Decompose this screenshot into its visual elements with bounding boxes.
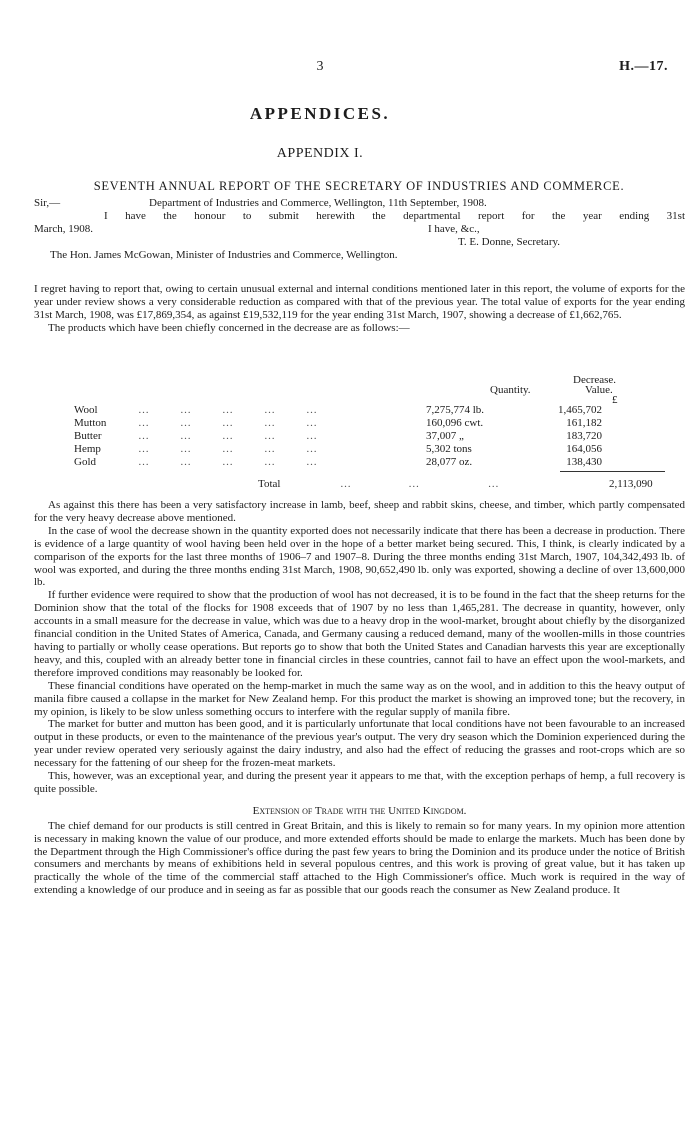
table-cell-value: 164,056 [566,443,602,456]
letter-salutation: Sir,— [34,197,61,209]
intro-paragraph-1: I regret having to report that, owing to certain unusual external and internal conditions mentioned later in this report, the volume of exports for the year under review shows a very considerable reduction as compared with that of the previous year. The total value of exports for the year ending 31st March, 1908, was £17,869,354, as against £19,532,119 for the year ending 31st March, 1907, showing a decrease of £1,662,765. [34,283,685,321]
table-cell-quantity: 28,077 oz. [426,456,473,469]
letter-recipient: The Hon. James McGowan, Minister of Industries and Commerce, Wellington. [50,249,398,261]
letter-signature: T. E. Donne, Secretary. [458,236,561,248]
table-cell-product: Hemp [74,443,101,456]
body-paragraph-3: If further evidence were required to show that the production of wool has not decreased, it is to be found in the fact that the sheep returns for the Dominion show that the total of the flocks for 1908 exceeds that of 1907 by no less than 1,465,281. The decrease in quantity, however, only accounts in a small measure for the decrease in value, which was due to a heavy drop in the wool-market, brought about chiefly by the disorganized financial condition in the United States of America, Canada, and Germany causing a reduced demand, many of the woollen-mills in those countries having to partially or wholly cease operations. But reports go to show that both the United States and Canadian harvests this year are exceptionally heavy, and this, coupled with an already better tone in financial circles in these countries, cannot fail to have an effect upon the wool-markets, and therefore improved conditions may reasonably be looked for. [34,589,685,679]
table-col-quantity: Quantity. [490,384,531,396]
appendices-heading: APPENDICES. [249,104,391,123]
table-cell-quantity: 160,096 cwt. [426,417,484,430]
body-paragraph-4: These financial conditions have operated on the hemp-market in much the same way as on the wool, and in addition to this the heavy output of manila fibre caused a collapse in the market for New Zealand hemp. For this product the market is showing an improved tone; but the recovery, in my opinion, is likely to be slow unless something occurs to interfere with the regular supply of manila fibre. [34,679,685,718]
table-cell-quantity: 37,007 „ [426,430,464,443]
table-cell-product: Gold [74,456,96,469]
table-leader-dots: … … … … … [138,443,318,456]
table-currency: £ [612,394,618,406]
table-row [74,417,602,430]
table-total-value: 2,113,090 [609,478,653,490]
table-leader-dots: … … … … … [138,456,318,469]
table-group-header: Decrease. [573,374,617,386]
report-body [34,499,685,897]
page-number: 3 [316,59,324,74]
table-leader-dots: … … … … … [138,417,318,430]
section-heading: Extension of Trade with the United Kingdom. [252,804,467,817]
table-leader-dots: … … … … … [138,430,318,443]
table-col-value: Value. [585,384,613,396]
letter-address: Department of Industries and Commerce, Wellington, 11th September, 1908. [149,197,487,209]
table-row [74,443,602,456]
letter-body-line-1: I have the honour to submit herewith the departmental report for the year ending 31st [104,210,685,222]
table-cell-product: Mutton [74,417,107,430]
table-total-dots: … … … [340,478,500,490]
body-paragraph-2: In the case of wool the decrease shown in the quantity exported does not necessarily indicate that there has been a decrease in production. There is evidence of a large quantity of wool having been held over in the hope of a better market being secured. This, I think, is clearly indicated by a comparison of the exports for the last three months of 1906–7 and 1907–8. During the three months ending 31st March, 1907, 104,342,493 lb. of wool was exported, and during the three months ending 31st March, 1908, 90,652,490 lb. only was exported, showing a decline of over 13,600,000 lb. [34,524,685,589]
table-cell-product: Wool [74,404,98,417]
body-paragraph-5: The market for butter and mutton has been good, and it is particularly unfortunate that local conditions have not been favourable to an increased output in these products, or even to the maintenance of the previous year's output. The very dry season which the Dominion experienced during the year under review operated very seriously against the dairy industry, and also had the effect of reducing the grasses and root-crops which are so necessary for the fattening of our sheep for the frozen-meat markets. [34,718,685,770]
table-cell-value: 183,720 [566,430,602,443]
table-leader-dots: … … … … … [138,404,318,417]
intro-paragraph-2: The products which have been chiefly concerned in the decrease are as follows:— [48,321,410,334]
table-row [74,456,602,469]
table-cell-value: 161,182 [566,417,602,430]
table-cell-value: 1,465,702 [558,404,602,417]
appendix-heading: APPENDIX I. [276,146,364,161]
intro-text [34,283,685,335]
total-rule [560,471,665,472]
body-paragraph-6: This, however, was an exceptional year, and during the present year it appears to me that, with the exception perhaps of hemp, a full recovery is quite possible. [34,770,685,795]
table-total-label: Total [258,478,281,490]
body-paragraph-1: As against this there has been a very satisfactory increase in lamb, beef, sheep and rabbit skins, cheese, and timber, which partly compensated for the very heavy decrease above mentioned. [34,499,685,524]
table-cell-quantity: 7,275,774 lb. [426,404,485,417]
letter-closing: I have, &c., [428,223,480,235]
table-row [74,404,602,417]
table-cell-quantity: 5,302 tons [426,443,472,456]
document-reference: H.—17. [619,59,668,74]
table-row [74,430,602,443]
report-title: SEVENTH ANNUAL REPORT OF THE SECRETARY OF INDUSTRIES AND COMMERCE. [93,179,625,193]
table-cell-product: Butter [74,430,102,443]
decrease-table [74,404,602,469]
table-cell-value: 138,430 [566,456,602,469]
section-paragraph-1: The chief demand for our products is still centred in Great Britain, and this is likely to remain so for many years. In my opinion more attention is necessary in making known the value of our produce, and more extended efforts should be made to enlarge the markets. Much has been done by the Department through the High Commissioner's office during the past few years to bring the Dominion and its produce under the notice of British consumers and merchants by means of exhibitions held in several populous centres, and this work is proving of great value, but it has taken up practically the whole of the time of the commercial staff attached to the High Commissioner's office. Much work is required in the way of extending a knowledge of our produce and in seeing as far as possible that our goods reach the consumer as New Zealand produce. It [34,819,685,897]
letter-body-line-2: March, 1908. [34,223,93,235]
